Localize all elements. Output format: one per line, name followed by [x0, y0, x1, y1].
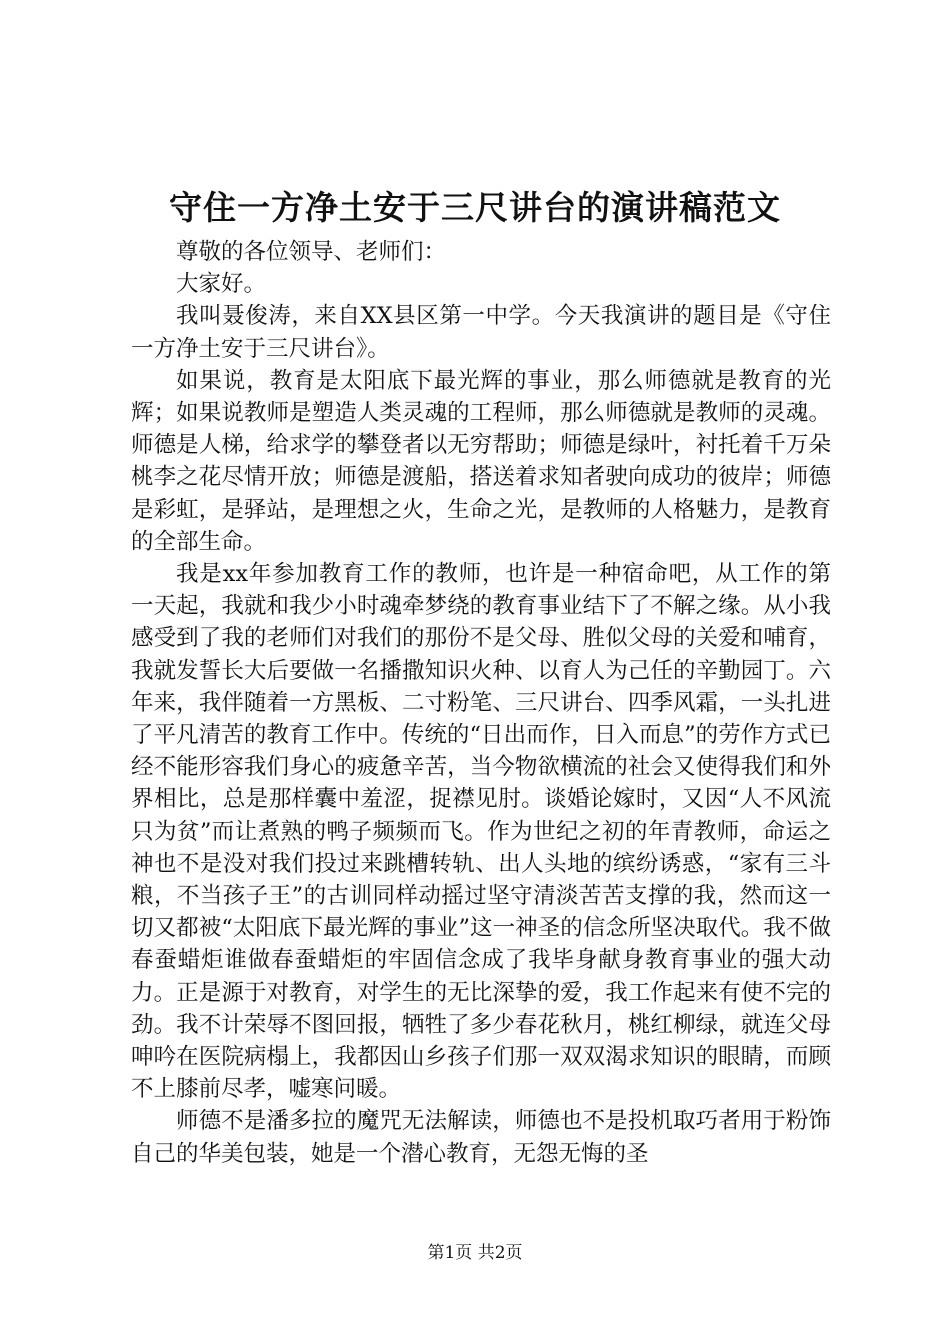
- document-title: 守住一方净土安于三尺讲台的演讲稿范文: [169, 188, 781, 227]
- body-paragraph: 如果说，教育是太阳底下最光辉的事业，那么师德就是教育的光辉；如果说教师是塑造人类灵魂的工程师，那么师德就是教师的灵魂。师德是人梯，给求学的攀登者以无穷帮助；师德是绿叶，衬托着千万朵桃李之花尽情开放；师德是渡船，搭送着求知者驶向成功的彼岸；师德是彩虹，是驿站，是理想之火，生命之光，是教师的人格魅力，是教育的全部生命。: [131, 367, 831, 555]
- document-body: [131, 236, 831, 1170]
- body-paragraph: 我是xx年参加教育工作的教师，也许是一种宿命吧，从工作的第一天起，我就和我少小时魂牵梦绕的教育事业结下了不解之缘。从小我感受到了我的老师们对我们的那份不是父母、胜似父母的关爱和哺育，我就发誓长大后要做一名播撒知识火种、以育人为己任的辛勤园丁。六年来，我伴随着一方黑板、二寸粉笔、三尺讲台、四季风霜，一头扎进了平凡清苦的教育工作中。传统的“日出而作，日入而息”的劳作方式已经不能形容我们身心的疲惫辛苦，当今物欲横流的社会又使得我们和外界相比，总是那样囊中羞涩，捉襟见肘。谈婚论嫁时，又因“人不风流只为贫”而让煮熟的鸭子频频而飞。作为世纪之初的年青教师，命运之神也不是没对我们投过来跳槽转轨、出人头地的缤纷诱惑，“家有三斗粮，不当孩子王”的古训同样动摇过坚守清淡苦苦支撑的我，然而这一切又都被“太阳底下最光辉的事业”这一神圣的信念所坚决取代。我不做春蚕蜡炬谁做春蚕蜡炬的牢固信念成了我毕身献身教育事业的强大动力。正是源于对教育，对学生的无比深挚的爱，我工作起来有使不完的劲。我不计荣辱不图回报，牺牲了多少春花秋月，桃红柳绿，就连父母呻吟在医院病榻上，我都因山乡孩子们那一双双渴求知识的眼睛，而顾不上膝前尽孝，嘘寒问暖。: [131, 561, 831, 1103]
- body-paragraph: 师德不是潘多拉的魔咒无法解读，师德也不是投机取巧者用于粉饰自己的华美包装，她是一个潜心教育，无怨无悔的圣: [131, 1108, 831, 1167]
- salutation: 尊敬的各位领导、老师们：: [176, 239, 447, 265]
- page-footer: 第1页 共2页: [427, 1243, 523, 1263]
- body-paragraph: 我叫聂俊涛，来自XX县区第一中学。今天我演讲的题目是《守住一方净土安于三尺讲台》。: [131, 303, 831, 362]
- greeting: 大家好。: [176, 271, 267, 298]
